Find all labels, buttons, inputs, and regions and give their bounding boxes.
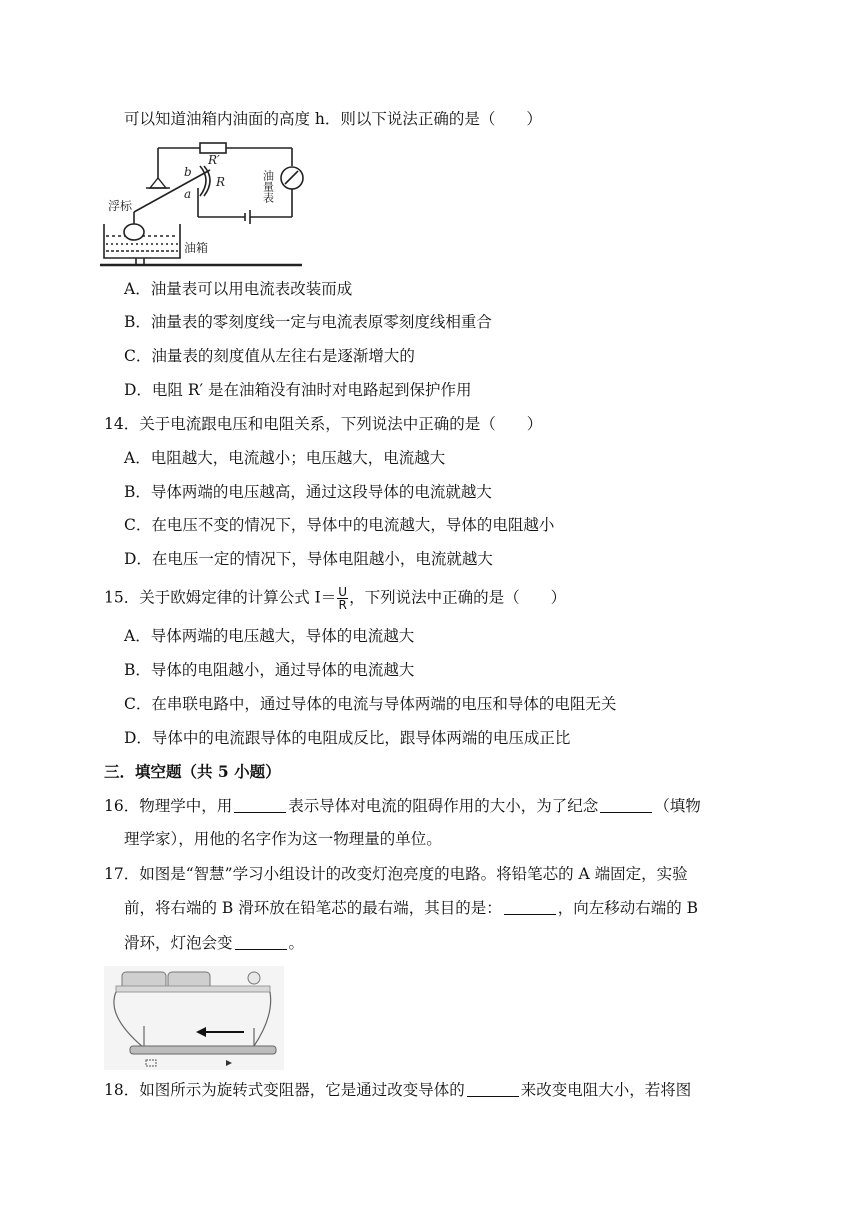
label-tank: 油箱 bbox=[184, 241, 209, 255]
q14-option-c: C．在电压不变的情况下，导体中的电流越大，导体的电阻越小 bbox=[124, 516, 555, 534]
q15-stem-pre: 15．关于欧姆定律的计算公式 I＝ bbox=[104, 588, 337, 607]
section-3-heading: 三．填空题（共 5 小题） bbox=[104, 762, 281, 781]
q17-blank-1[interactable] bbox=[504, 898, 556, 915]
fraction-numerator: U bbox=[338, 585, 348, 599]
label-r: R bbox=[216, 175, 226, 189]
q13-option-a: A．油量表可以用电流表改装而成 bbox=[124, 280, 353, 298]
q14-option-a: A．电阻越大，电流越小；电压越大，电流越大 bbox=[124, 449, 446, 467]
fraction-denominator: R bbox=[338, 598, 347, 612]
q17-line1: 17．如图是“智慧”学习小组设计的改变灯泡亮度的电路。将铅笔芯的 A 端固定，实验 bbox=[104, 865, 688, 883]
q16-part2: 表示导体对电流的阻碍作用的大小，为了纪念 bbox=[288, 797, 599, 815]
q17-line3-b: 。 bbox=[288, 934, 305, 952]
q17-line3 bbox=[124, 932, 304, 954]
pencil-lead-circuit-figure bbox=[104, 966, 284, 1070]
q17-line2-a: 前，将右端的 B 滑环放在铅笔芯的最右端，其目的是： bbox=[124, 899, 502, 917]
label-r-prime: R′ bbox=[208, 153, 220, 167]
q18-line1 bbox=[104, 1079, 691, 1101]
q16-part3: （填物 bbox=[654, 797, 701, 815]
q16-blank-1[interactable] bbox=[234, 796, 286, 813]
q15-option-d: D．导体中的电流跟导体的电阻成反比，跟导体两端的电压成正比 bbox=[124, 729, 571, 747]
oil-gauge-circuit-figure bbox=[100, 140, 310, 268]
q15-option-c: C．在串联电路中，通过导体的电流与导体两端的电压和导体的电阻无关 bbox=[124, 695, 617, 713]
q17-line2-b: ，向左移动右端的 B bbox=[557, 899, 699, 917]
q18-blank-1[interactable] bbox=[467, 1080, 519, 1097]
q13-option-d: D．电阻 R′ 是在油箱没有油时对电路起到保护作用 bbox=[124, 381, 472, 399]
q16-part1: 16．物理学中，用 bbox=[104, 797, 233, 815]
q17-line2 bbox=[124, 897, 698, 919]
q18-part1: 18．如图所示为旋转式变阻器，它是通过改变导体的 bbox=[104, 1081, 465, 1099]
q13-option-c: C．油量表的刻度值从左往右是逐渐增大的 bbox=[124, 347, 415, 365]
q18-part2: 来改变电阻大小，若将图 bbox=[520, 1081, 692, 1099]
q13-stem: 可以知道油箱内油面的高度 h．则以下说法正确的是（ ） bbox=[124, 110, 542, 128]
label-a: a bbox=[184, 187, 192, 201]
q17-blank-2[interactable] bbox=[235, 933, 287, 950]
ohm-formula-fraction bbox=[337, 586, 348, 611]
q13-option-b: B．油量表的零刻度线一定与电流表原零刻度线相重合 bbox=[124, 313, 492, 331]
q16-line1 bbox=[104, 795, 701, 817]
q15-stem-post: ，下列说法中正确的是（ ） bbox=[349, 588, 567, 607]
q15-option-b: B．导体的电阻越小，通过导体的电流越大 bbox=[124, 661, 415, 679]
q14-option-d: D．在电压一定的情况下，导体电阻越小，电流就越大 bbox=[124, 550, 493, 568]
label-meter: 油量表 bbox=[261, 170, 275, 203]
q15-stem bbox=[104, 586, 566, 611]
q17-line3-a: 滑环，灯泡会变 bbox=[124, 934, 233, 952]
q16-blank-2[interactable] bbox=[600, 796, 652, 813]
label-b: b bbox=[184, 165, 192, 179]
q14-stem: 14．关于电流跟电压和电阻关系，下列说法中正确的是（ ） bbox=[104, 415, 543, 433]
q16-line2: 理学家），用他的名字作为这一物理量的单位。 bbox=[124, 830, 442, 848]
label-float: 浮标 bbox=[108, 199, 133, 213]
q14-option-b: B．导体两端的电压越高，通过这段导体的电流就越大 bbox=[124, 483, 492, 501]
q15-option-a: A．导体两端的电压越大，导体的电流越大 bbox=[124, 627, 415, 645]
